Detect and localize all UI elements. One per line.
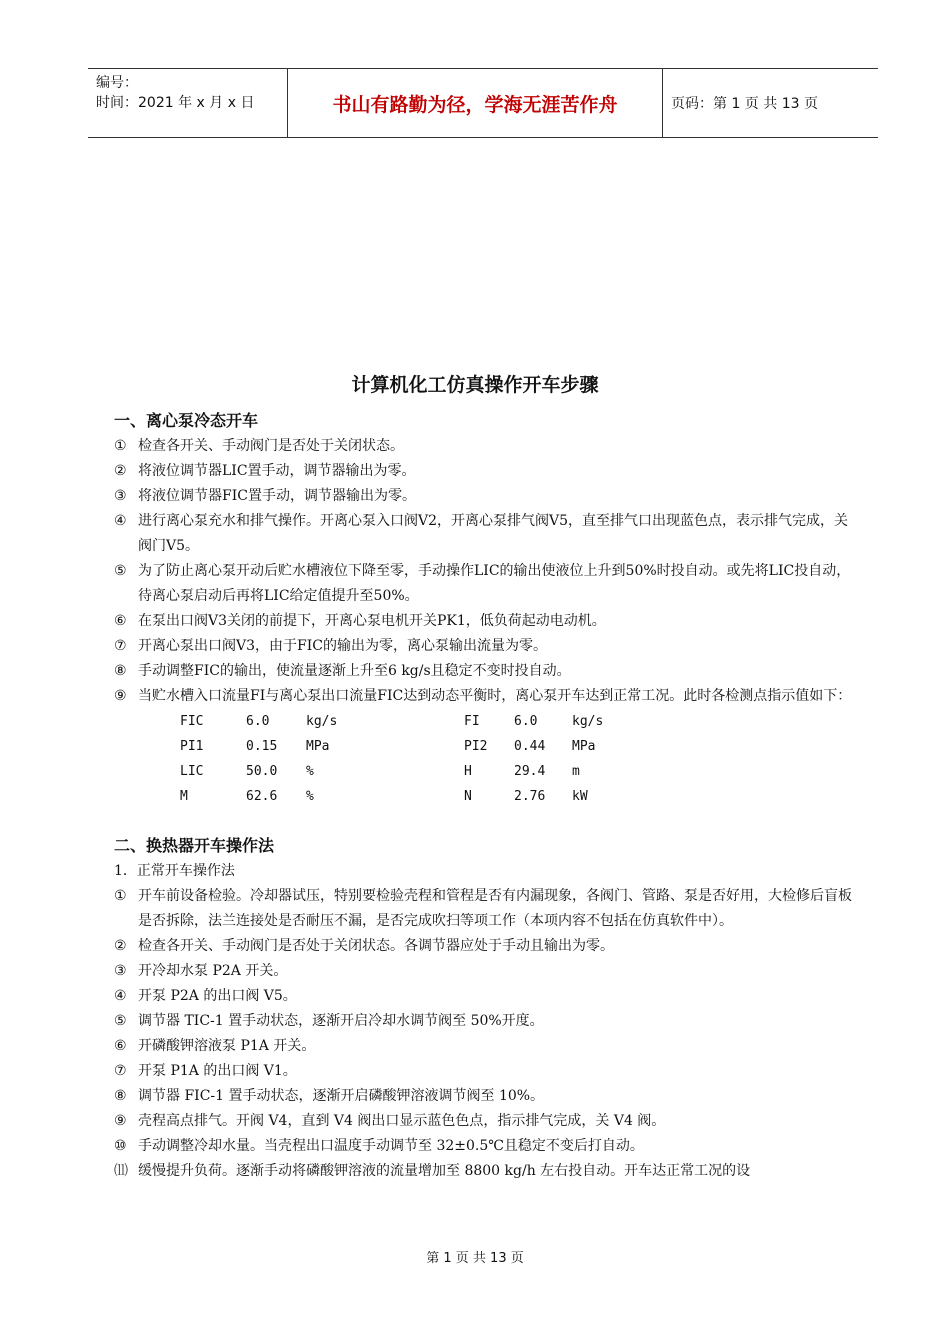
table-cell: FIC xyxy=(180,714,204,729)
table-cell: FI xyxy=(464,714,480,729)
list-item xyxy=(114,959,854,984)
step-text: 手动调整FIC的输出，使流量逐渐上升至6 kg/s且稳定不变时投自动。 xyxy=(138,663,571,679)
step-number: ② xyxy=(114,938,127,954)
section-heading: 一、离心泵冷态开车 xyxy=(114,411,259,430)
table-cell: m xyxy=(572,764,580,779)
table-cell: % xyxy=(306,789,314,804)
list-item xyxy=(114,1059,854,1084)
step-text: 将液位调节器FIC置手动，调节器输出为零。 xyxy=(138,488,416,504)
table-cell: MPa xyxy=(572,739,596,754)
table-row xyxy=(114,784,854,809)
list-item xyxy=(114,684,854,709)
number-label: 编号： xyxy=(96,75,138,91)
list-item xyxy=(114,509,854,559)
step-text: 缓慢提升负荷。逐渐手动将磷酸钾溶液的流量增加至 8800 kg/h 左右投自动。开车达正常工况的设 xyxy=(138,1163,751,1179)
step-number: ⑦ xyxy=(114,1063,127,1079)
table-cell: kg/s xyxy=(306,714,338,729)
list-item xyxy=(114,984,854,1009)
list-item xyxy=(114,609,854,634)
page-count-label: 页码：第 1 页 共 13 页 xyxy=(671,96,818,112)
table-cell: MPa xyxy=(306,739,330,754)
list-item xyxy=(114,934,854,959)
step-number: ⑾ xyxy=(114,1163,128,1179)
subsection-heading: 1．正常开车操作法 xyxy=(114,863,235,879)
step-text: 将液位调节器LIC置手动，调节器输出为零。 xyxy=(138,463,416,479)
step-text: 在泵出口阀V3关闭的前提下，开离心泵电机开关PK1，低负荷起动电动机。 xyxy=(138,613,606,629)
table-cell: 29.4 xyxy=(514,764,546,779)
document-title: 计算机化工仿真操作开车步骤 xyxy=(351,374,599,396)
step-number: ⑧ xyxy=(114,663,127,679)
list-item xyxy=(114,634,854,659)
table-cell: % xyxy=(306,764,314,779)
list-item xyxy=(114,1109,854,1134)
step-list xyxy=(114,434,854,709)
step-number: ④ xyxy=(114,988,127,1004)
step-text: 开车前设备检验。冷却器试压，特别要检验壳程和管程是否有内漏现象，各阀门、管路、泵是否好用，大检修后盲板是否拆除，法兰连接处是否耐压不漏，是否完成吹扫等项工作（本项内容不包括在仿真软件中）。 xyxy=(138,888,852,929)
step-number: ⑨ xyxy=(114,688,127,704)
step-text: 为了防止离心泵开动后贮水槽液位下降至零，手动操作LIC的输出使液位上升到50%时投自动。或先将LIC投自动，待离心泵启动后再将LIC给定值提升至50%。 xyxy=(138,563,851,604)
table-row xyxy=(114,759,854,784)
list-item xyxy=(114,1159,854,1184)
table-cell: 6.0 xyxy=(246,714,270,729)
document-body xyxy=(114,408,854,1184)
time-label: 时间：2021 年 x 月 x 日 xyxy=(96,95,255,111)
table-cell: 2.76 xyxy=(514,789,546,804)
step-text: 当贮水槽入口流量FI与离心泵出口流量FIC达到动态平衡时，离心泵开车达到正常工况。此时各检测点指示值如下： xyxy=(138,688,852,704)
step-list xyxy=(114,884,854,1184)
list-item xyxy=(114,1134,854,1159)
step-number: ⑦ xyxy=(114,638,127,654)
table-row xyxy=(114,734,854,759)
indicator-table xyxy=(114,709,854,809)
step-text: 检查各开关、手动阀门是否处于关闭状态。 xyxy=(138,438,404,454)
step-number: ⑨ xyxy=(114,1113,127,1129)
table-cell: PI2 xyxy=(464,739,488,754)
step-number: ③ xyxy=(114,488,127,504)
step-text: 开泵 P1A 的出口阀 V1。 xyxy=(138,1063,297,1079)
table-cell: M xyxy=(180,789,188,804)
step-number: ② xyxy=(114,463,127,479)
list-item xyxy=(114,1084,854,1109)
step-text: 检查各开关、手动阀门是否处于关闭状态。各调节器应处于手动且输出为零。 xyxy=(138,938,614,954)
step-number: ⑤ xyxy=(114,1013,127,1029)
header-motto: 书山有路勤为径，学海无涯苦作舟 xyxy=(288,69,663,137)
step-number: ⑧ xyxy=(114,1088,127,1104)
step-number: ④ xyxy=(114,513,127,529)
step-text: 调节器 TIC-1 置手动状态，逐渐开启冷却水调节阀至 50%开度。 xyxy=(138,1013,544,1029)
table-cell: 0.44 xyxy=(514,739,546,754)
table-cell: 6.0 xyxy=(514,714,538,729)
page-footer: 第 1 页 共 13 页 xyxy=(426,1251,524,1266)
step-number: ⑥ xyxy=(114,1038,127,1054)
list-item xyxy=(114,1034,854,1059)
section-heading: 二、换热器开车操作法 xyxy=(114,836,275,855)
step-number: ⑤ xyxy=(114,563,127,579)
step-text: 开离心泵出口阀V3，由于FIC的输出为零，离心泵输出流量为零。 xyxy=(138,638,547,654)
step-number: ① xyxy=(114,888,127,904)
list-item xyxy=(114,659,854,684)
list-item xyxy=(114,1009,854,1034)
table-cell: 62.6 xyxy=(246,789,278,804)
table-cell: LIC xyxy=(180,764,204,779)
step-text: 调节器 FIC-1 置手动状态，逐渐开启磷酸钾溶液调节阀至 10%。 xyxy=(138,1088,545,1104)
step-number: ⑩ xyxy=(114,1138,127,1154)
step-number: ① xyxy=(114,438,127,454)
header-info xyxy=(88,69,288,137)
list-item xyxy=(114,434,854,459)
step-number: ③ xyxy=(114,963,127,979)
table-cell: kW xyxy=(572,789,588,804)
table-cell: PI1 xyxy=(180,739,204,754)
table-cell: 0.15 xyxy=(246,739,278,754)
step-text: 手动调整冷却水量。当壳程出口温度手动调节至 32±0.5℃且稳定不变后打自动。 xyxy=(138,1138,644,1154)
list-item xyxy=(114,459,854,484)
table-cell: H xyxy=(464,764,472,779)
step-number: ⑥ xyxy=(114,613,127,629)
list-item xyxy=(114,884,854,934)
step-text: 壳程高点排气。开阀 V4，直到 V4 阀出口显示蓝色色点，指示排气完成，关 V4 阀。 xyxy=(138,1113,666,1129)
step-text: 开磷酸钾溶液泵 P1A 开关。 xyxy=(138,1038,316,1054)
page-header xyxy=(88,68,878,138)
step-text: 开冷却水泵 P2A 开关。 xyxy=(138,963,288,979)
step-text: 进行离心泵充水和排气操作。开离心泵入口阀V2，开离心泵排气阀V5，直至排气口出现蓝色点，表示排气完成，关阀门V5。 xyxy=(138,513,849,554)
step-text: 开泵 P2A 的出口阀 V5。 xyxy=(138,988,297,1004)
list-item xyxy=(114,559,854,609)
table-cell: N xyxy=(464,789,472,804)
table-cell: kg/s xyxy=(572,714,604,729)
table-cell: 50.0 xyxy=(246,764,278,779)
list-item xyxy=(114,484,854,509)
table-row xyxy=(114,709,854,734)
